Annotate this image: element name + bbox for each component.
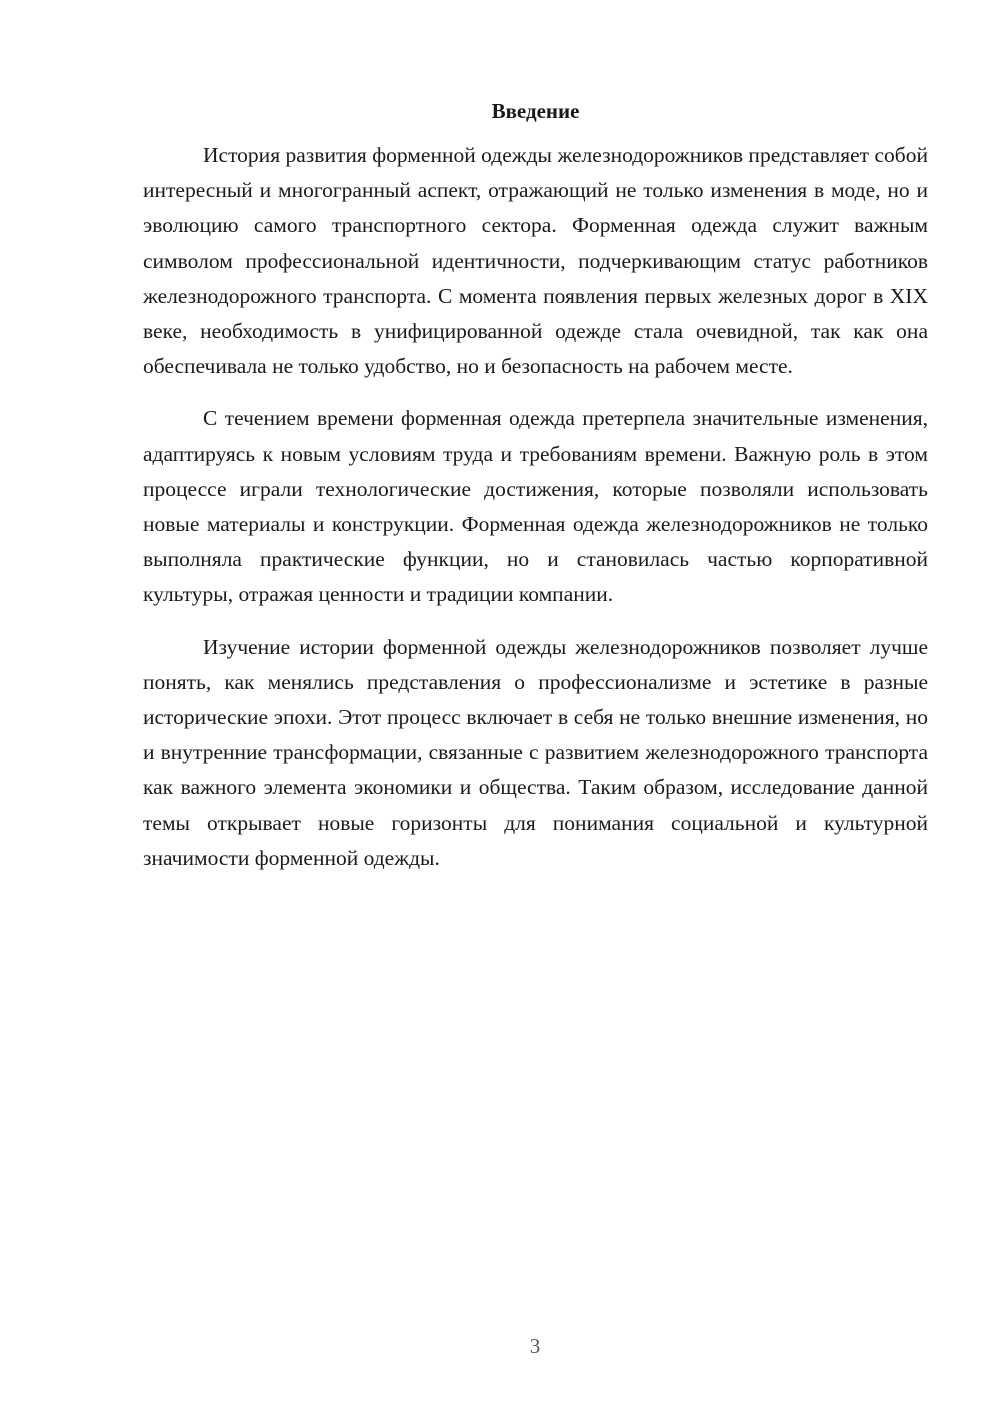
page-number: 3 xyxy=(529,1334,541,1358)
section-title: Введение xyxy=(491,99,580,123)
paragraph-2: С течением времени форменная одежда претерпела значительные изменения, адаптируясь к новым условиям труда и требованиям времени. Важную роль в этом процессе играли технологические достижения, которые позволяли использовать новые материалы и конструкции. Форменная одежда железнодорожников не только выполняла практические функции, но и становилась частью корпоративной культуры, отражая ценности и традиции компании. xyxy=(143,406,928,607)
paragraph-1: История развития форменной одежды железнодорожников представляет собой интересный и многогранный аспект, отражающий не только изменения в моде, но и эволюцию самого транспортного сектора. Форменная одежда служит важным символом профессиональной идентичности, подчеркивающим статус работников железнодорожного транспорта. С момента появления первых железных дорог в XIX веке, необходимость в унифицированной одежде стала очевидной, так как она обеспечивала не только удобство, но и безопасность на рабочем месте. xyxy=(143,143,928,379)
page-content xyxy=(143,96,928,893)
paragraph-3: Изучение истории форменной одежды железнодорожников позволяет лучше понять, как менялись представления о профессионализме и эстетике в разные исторические эпохи. Этот процесс включает в себя не только внешние изменения, но и внутренние трансформации, связанные с развитием железнодорожного транспорта как важного элемента экономики и общества. Таким образом, исследование данной темы открывает новые горизонты для понимания социальной и культурной значимости форменной одежды. xyxy=(143,634,928,870)
